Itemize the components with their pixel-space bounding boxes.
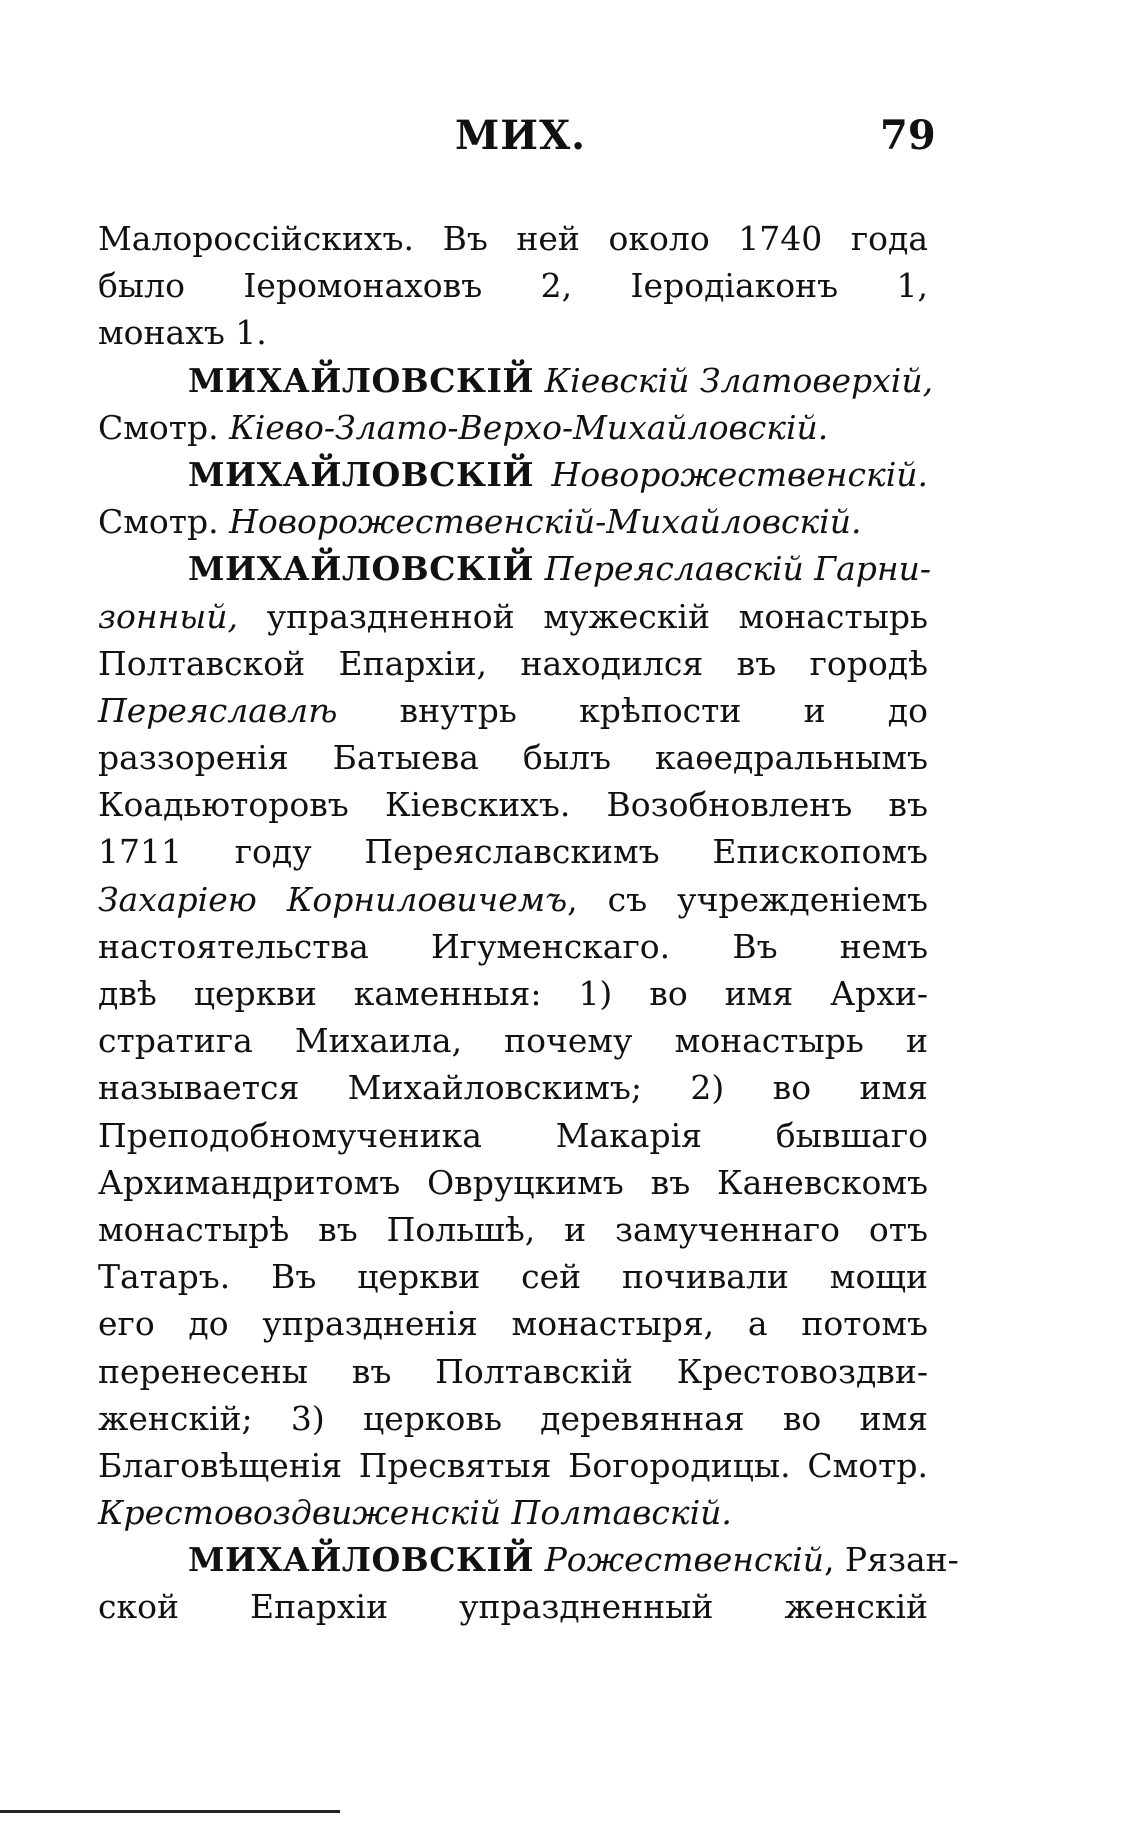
text-line xyxy=(98,593,928,640)
text-line xyxy=(98,1112,928,1159)
text-line xyxy=(98,687,928,734)
line-text: Архимандритомъ Овруцкимъ въ Каневскомъ xyxy=(98,1162,928,1202)
page-edge-mark xyxy=(0,1810,340,1813)
text-line xyxy=(98,545,932,592)
line-text: перенесены въ Полтавскiй Крестовоздви- xyxy=(98,1351,928,1391)
italic-phrase: зонный, xyxy=(98,596,238,636)
line-text: Смотр. xyxy=(98,502,230,542)
text-line xyxy=(98,876,928,923)
text-line xyxy=(98,1159,928,1206)
text-line xyxy=(98,640,928,687)
text-line xyxy=(98,781,928,828)
line-text: Благовѣщенiя Пресвятыя Богородицы. Смотр. xyxy=(98,1445,928,1485)
italic-phrase: Новорожественскiй-Михайловскiй. xyxy=(229,502,862,542)
line-text: Татаръ. Въ церкви сей почивали мощи xyxy=(98,1257,928,1297)
line-text: Малороссiйскихъ. Въ ней около 1740 года xyxy=(98,219,928,258)
line-text: Полтавской Епархiи, находился въ городѣ xyxy=(98,643,928,683)
text-line xyxy=(98,1489,928,1536)
line-text: Коадьюторовъ Кiевскихъ. Возобновленъ въ xyxy=(98,785,928,825)
line-text: , Рязан- xyxy=(823,1540,959,1580)
line-text: внутрь крѣпости и до xyxy=(337,690,928,730)
text-line xyxy=(98,451,928,498)
line-text: монахъ 1. xyxy=(98,313,267,353)
text-line xyxy=(98,1253,928,1300)
running-head: МИХ. xyxy=(455,112,587,159)
line-text: настоятельства Игуменскаго. Въ немъ xyxy=(98,926,928,966)
text-line xyxy=(98,404,928,451)
text-line xyxy=(98,1536,959,1583)
line-text: раззоренiя Батыева былъ каѳедральнымъ xyxy=(98,738,928,778)
text-line xyxy=(98,734,928,781)
italic-phrase: Крестовоздвиженскiй Полтавскiй. xyxy=(98,1493,732,1533)
entry-headword: МИХАЙЛОВСКIЙ xyxy=(188,360,535,400)
line-text: женскiй; 3) церковь деревянная во имя xyxy=(98,1398,928,1438)
line-text: двѣ церкви каменныя: 1) во имя Архи- xyxy=(98,974,928,1013)
entry-headword: МИХАЙЛОВСКIЙ xyxy=(188,1540,535,1580)
text-line xyxy=(98,923,928,970)
text-line xyxy=(98,970,928,1017)
text-line xyxy=(98,1395,928,1442)
text-line xyxy=(98,1300,928,1347)
line-text: ской Епархiи упраздненный женскiй xyxy=(98,1587,928,1627)
text-line xyxy=(98,1348,928,1395)
italic-phrase: Кiево-Злато-Верхо-Михайловскiй. xyxy=(229,407,829,447)
page-number: 79 xyxy=(880,112,936,159)
line-text: его до упраздненiя монастыря, а потомъ xyxy=(98,1304,928,1344)
text-line xyxy=(98,309,928,356)
text-line xyxy=(98,1206,928,1253)
italic-phrase: Новорожественскiй. xyxy=(551,454,928,494)
text-line xyxy=(98,1583,928,1630)
text-line xyxy=(98,262,928,309)
italic-phrase: Кiевскiй Златоверхiй, xyxy=(544,360,934,400)
line-text: 1711 году Переяславскимъ Епископомъ xyxy=(98,832,928,872)
italic-phrase: Захарiею Корниловичемъ xyxy=(98,879,568,919)
line-text: Преподобномученика Макарiя бывшаго xyxy=(98,1115,928,1155)
line-text: монастырѣ въ Польшѣ, и замученнаго отъ xyxy=(98,1209,928,1249)
page-body-text xyxy=(98,215,959,1631)
text-line xyxy=(98,1442,928,1489)
entry-headword: МИХАЙЛОВСКIЙ xyxy=(188,549,535,589)
italic-phrase: Переяславскiй Гарни- xyxy=(544,549,932,589)
text-line xyxy=(98,215,928,262)
text-line xyxy=(98,828,928,875)
text-line xyxy=(98,1017,928,1064)
text-line xyxy=(98,357,934,404)
line-text: упраздненной мужескiй монастырь xyxy=(237,596,928,636)
line-text: было Iеромонаховъ 2, Iеродiаконъ 1, xyxy=(98,266,928,306)
text-line xyxy=(98,498,928,545)
entry-headword: МИХАЙЛОВСКIЙ xyxy=(188,454,535,494)
line-text: стратига Михаила, почему монастырь и xyxy=(98,1021,928,1061)
line-text: называется Михайловскимъ; 2) во имя xyxy=(98,1068,928,1108)
italic-phrase: Переяславлѣ xyxy=(98,690,338,730)
line-text: Смотр. xyxy=(98,407,230,447)
line-text: , съ учрежденiемъ xyxy=(567,879,928,919)
italic-phrase: Рожественскiй xyxy=(544,1540,824,1580)
text-line xyxy=(98,1064,928,1111)
